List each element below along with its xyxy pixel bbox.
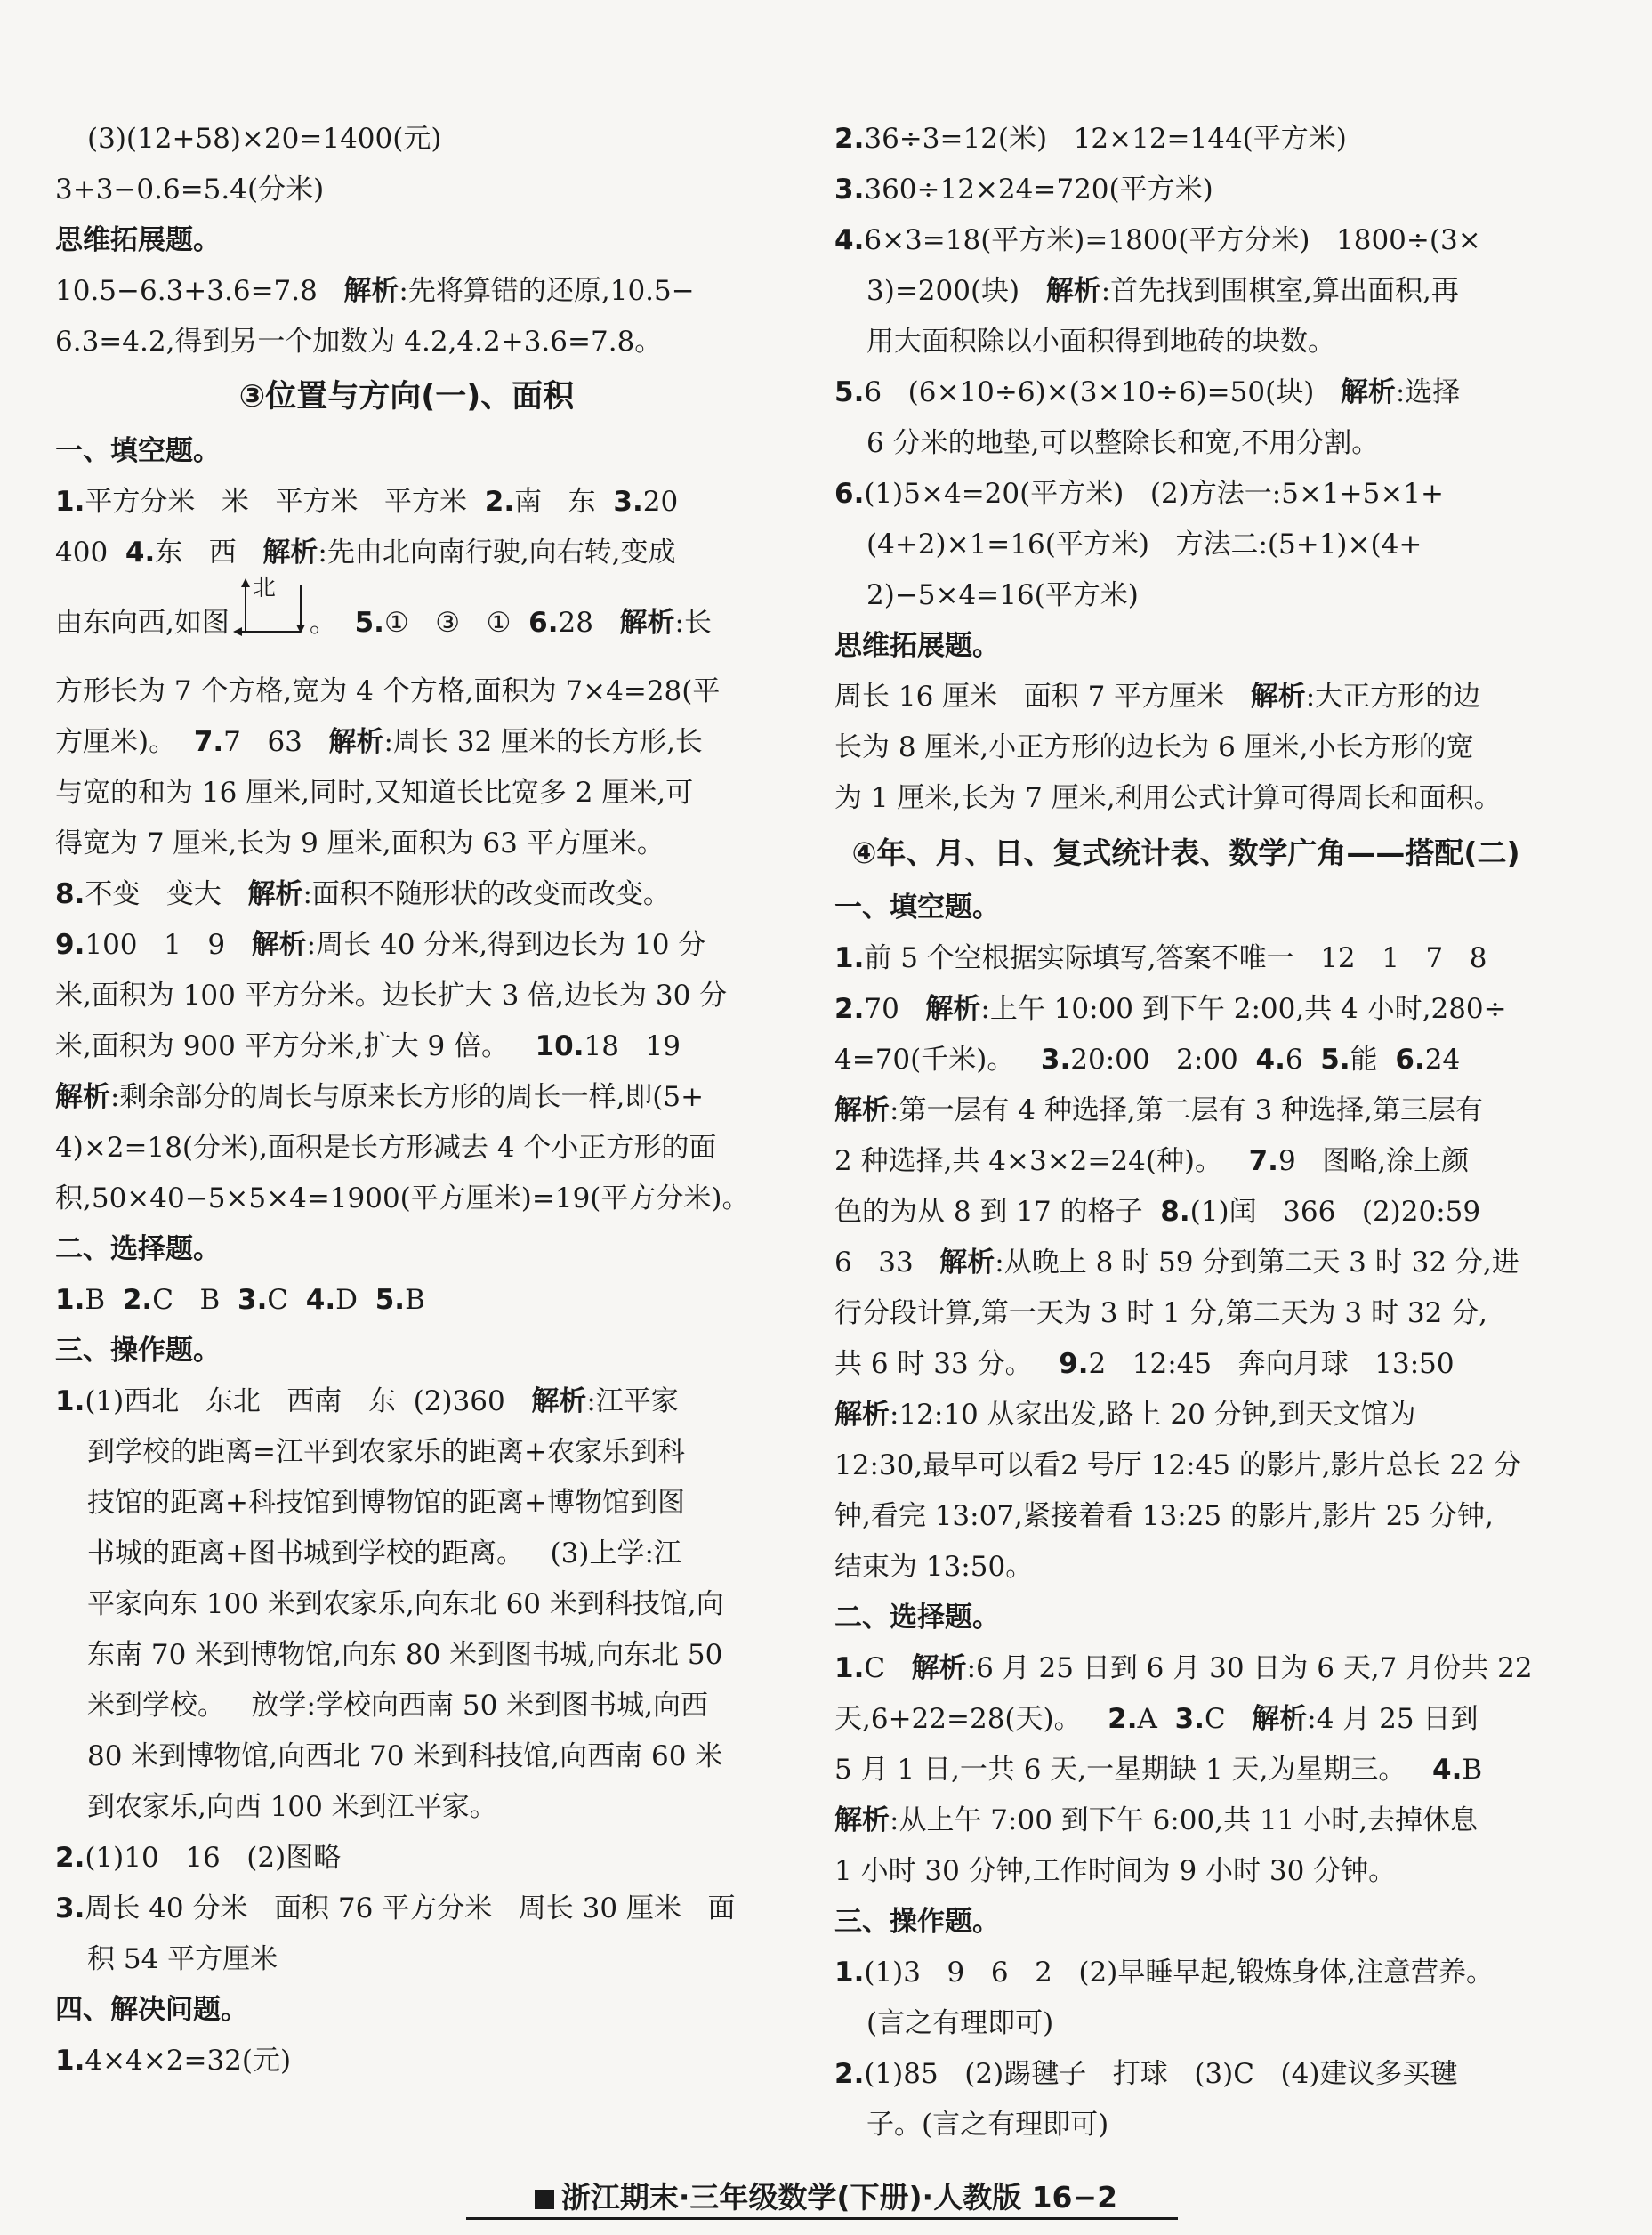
answer-line: [834, 215, 1537, 266]
section-heading: 二、选择题。: [834, 1602, 1000, 1634]
answer-text: 24: [1424, 1044, 1461, 1076]
north-label: 北: [252, 575, 276, 601]
answer-text: ① ③ ①: [383, 607, 529, 639]
answer-text: 28: [558, 607, 620, 639]
answer-line: (3)(12+58)×20=1400(元): [87, 123, 442, 155]
answer-text: :大正方形的边: [1305, 681, 1481, 713]
answer-text: :4 月 25 日到: [1307, 1703, 1479, 1735]
answer-line: [834, 2049, 1537, 2100]
section-heading: 思维拓展题。: [55, 224, 221, 256]
answer-line: 为 1 厘米,长为 7 厘米,利用公式计算可得周长和面积。: [834, 782, 1502, 814]
analysis-label: 解析: [911, 1652, 967, 1684]
answer-line: 行分段计算,第一天为 3 时 1 分,第二天为 3 时 32 分,: [834, 1297, 1488, 1329]
analysis-label: 解析: [619, 607, 675, 639]
answer-text: (1)5×4=20(平方米) (2)方法一:5×1+5×1+: [864, 478, 1445, 510]
answer-line: [834, 266, 1537, 317]
item-number: 3.: [1040, 1044, 1071, 1076]
item-number: 6.: [1395, 1044, 1425, 1076]
section-heading: 四、解决问题。: [55, 1994, 248, 2026]
section-heading: 思维拓展题。: [834, 630, 1000, 662]
answer-line: 2)−5×4=16(平方米): [866, 579, 1139, 611]
answer-text: :先将算错的还原,10.5−: [399, 275, 695, 307]
answer-line: [55, 869, 758, 920]
answer-text: 100 1 9: [85, 929, 252, 961]
answer-text: 共 6 时 33 分。: [834, 1348, 1060, 1380]
answer-text: D: [335, 1284, 375, 1316]
left-column: [55, 114, 758, 2086]
item-number: 4.: [1255, 1044, 1285, 1076]
answer-text: :长: [674, 607, 712, 639]
answer-text: (1)85 (2)踢毽子 打球 (3)C (4)建议多买毽: [864, 2058, 1458, 2090]
item-number: 1.: [834, 1957, 865, 1989]
answer-text: 6×3=18(平方米)=1800(平方分米) 1800÷(3×: [864, 224, 1481, 256]
answer-text: :先由北向南行驶,向右转,变成: [318, 537, 676, 569]
page-footer: [0, 2174, 1652, 2216]
item-number: 1.: [55, 1284, 85, 1316]
analysis-label: 解析: [1045, 275, 1101, 307]
answer-line: 用大面积除以小面积得到地砖的块数。: [866, 326, 1335, 358]
answer-line: [55, 717, 758, 768]
answer-text: 周长 16 厘米 面积 7 平方厘米: [834, 681, 1251, 713]
answer-text: C B: [152, 1284, 238, 1316]
answer-text: 不变 变大: [85, 878, 248, 910]
item-number: 2.: [834, 2058, 865, 2090]
answer-line: 技馆的距离+科技馆到博物馆的距离+博物馆到图: [87, 1487, 685, 1519]
answer-line: 与宽的和为 16 厘米,同时,又知道长比宽多 2 厘米,可: [55, 777, 694, 809]
item-number: 4.: [1432, 1754, 1463, 1786]
analysis-label: 解析: [834, 1804, 890, 1836]
answer-text: 4×4×2=32(元): [85, 2045, 292, 2077]
analysis-label: 解析: [1250, 681, 1306, 713]
section-heading: 一、填空题。: [834, 892, 1000, 924]
answer-text: :周长 32 厘米的长方形,长: [383, 726, 703, 758]
answer-text: 2 种选择,共 4×3×2=24(种)。: [834, 1145, 1249, 1177]
item-number: 6.: [834, 478, 865, 510]
answer-text: :选择: [1395, 376, 1461, 408]
section-heading: 一、填空题。: [55, 435, 221, 467]
item-number: 5.: [834, 376, 865, 408]
item-number: 1.: [834, 942, 865, 974]
answer-text: 米,面积为 900 平方分米,扩大 9 倍。: [55, 1030, 536, 1062]
unit-title: ③位置与方向(一)、面积: [238, 379, 575, 415]
answer-text: (1)3 9 6 2 (2)早睡早起,锻炼身体,注意营养。: [864, 1957, 1495, 1989]
answer-line: [834, 1948, 1537, 1998]
answer-text: 7 63: [223, 726, 329, 758]
answer-line: [834, 1085, 1537, 1136]
answer-line: 得宽为 7 厘米,长为 9 厘米,面积为 63 平方厘米。: [55, 827, 665, 859]
answer-text: 20:00 2:00: [1070, 1044, 1256, 1076]
answer-line: 结束为 13:50。: [834, 1551, 1034, 1583]
answer-text: 5 月 1 日,一共 6 天,一星期缺 1 天,为星期三。: [834, 1754, 1432, 1786]
answer-line: 平家向东 100 米到农家乐,向东北 60 米到科技馆,向: [87, 1588, 724, 1620]
item-number: 3.: [55, 1892, 85, 1924]
answer-line: [834, 165, 1537, 215]
item-number: 7.: [1248, 1145, 1278, 1177]
analysis-label: 解析: [55, 1081, 110, 1113]
answer-text: :从上午 7:00 到下午 6:00,共 11 小时,去掉休息: [890, 1804, 1479, 1836]
answer-text: B: [405, 1284, 425, 1316]
answer-text: :12:10 从家出发,路上 20 分钟,到天文馆为: [890, 1399, 1416, 1431]
answer-text: 3+3−0.6=5.4(分米): [55, 173, 325, 206]
answer-text: 400: [55, 537, 125, 569]
answer-text: (1)西北 东北 西南 东 (2)360: [85, 1385, 532, 1417]
item-number: 2.: [1108, 1703, 1138, 1735]
section-heading: 三、操作题。: [55, 1335, 221, 1367]
section-heading: 二、选择题。: [55, 1233, 221, 1265]
analysis-label: 解析: [251, 929, 307, 961]
answer-text: (1)闰 366 (2)20:59: [1189, 1196, 1481, 1228]
answer-line: [55, 1072, 758, 1123]
answer-text: :周长 40 分米,得到边长为 10 分: [306, 929, 706, 961]
answer-text: :从晚上 8 时 59 分到第二天 3 时 32 分,进: [995, 1247, 1519, 1279]
answer-line: 米到学校。 放学:学校向西南 50 米到图书城,向西: [87, 1690, 709, 1722]
right-column: [834, 114, 1537, 2150]
item-number: 4.: [125, 537, 156, 569]
answer-line: [834, 469, 1537, 520]
answer-text: 天,6+22=28(天)。: [834, 1703, 1108, 1735]
answer-text: 南 东: [514, 486, 614, 518]
answer-text: 由东向西,如图: [55, 607, 230, 639]
answer-line: [834, 672, 1537, 722]
item-number: 4.: [305, 1284, 336, 1316]
item-number: 2.: [834, 123, 865, 155]
answer-text: :面积不随形状的改变而改变。: [302, 878, 671, 910]
answer-text: :江平家: [586, 1385, 679, 1417]
answer-text: 6: [1285, 1044, 1321, 1076]
answer-text: 36÷3=12(米) 12×12=144(平方米): [864, 123, 1347, 155]
answer-text: 前 5 个空根据实际填写,答案不唯一 12 1 7 8: [864, 942, 1487, 974]
item-number: 9.: [1059, 1348, 1089, 1380]
answer-text: C: [864, 1652, 912, 1684]
answer-text: B: [1462, 1754, 1483, 1786]
answer-line: 方形长为 7 个方格,宽为 4 个方格,面积为 7×4=28(平: [55, 675, 721, 707]
item-number: 5.: [1320, 1044, 1350, 1076]
item-number: 8.: [55, 878, 85, 910]
answer-line: [55, 575, 758, 666]
answer-line: [55, 1884, 758, 1934]
answer-line: [834, 1745, 1537, 1795]
answer-line: [834, 367, 1537, 418]
answer-text: 平方分米 米 平方米 平方米: [85, 486, 485, 518]
answer-text: :第一层有 4 种选择,第二层有 3 种选择,第三层有: [890, 1094, 1484, 1126]
answer-line: 12:30,最早可以看2 号厅 12:45 的影片,影片总长 22 分: [834, 1449, 1521, 1481]
answer-text: 色的为从 8 到 17 的格子: [834, 1196, 1161, 1228]
answer-line: 80 米到博物馆,向西北 70 米到科技馆,向西南 60 米: [87, 1740, 723, 1772]
answer-text: :剩余部分的周长与原来长方形的周长一样,即(5+: [110, 1081, 705, 1113]
answer-line: [55, 266, 758, 317]
analysis-label: 解析: [1252, 1703, 1308, 1735]
answer-line: 到农家乐,向西 100 米到江平家。: [87, 1791, 497, 1823]
answer-line: 米,面积为 100 平方分米。边长扩大 3 倍,边长为 30 分: [55, 980, 728, 1012]
item-number: 3.: [238, 1284, 268, 1316]
answer-line: [834, 1238, 1537, 1288]
answer-text: 2 12:45 奔向月球 13:50: [1088, 1348, 1455, 1380]
footer-square-icon: [535, 2190, 554, 2209]
answer-line: [834, 1643, 1537, 1694]
item-number: 1.: [55, 486, 85, 518]
analysis-label: 解析: [939, 1247, 995, 1279]
answer-text: 东 西: [155, 537, 263, 569]
item-number: 9.: [55, 929, 85, 961]
answer-line: [834, 1136, 1537, 1187]
answer-line: 4)×2=18(分米),面积是长方形减去 4 个小正方形的面: [55, 1132, 717, 1164]
item-number: 2.: [122, 1284, 153, 1316]
answer-text: 方厘米)。: [55, 726, 194, 758]
answer-line: 东南 70 米到博物馆,向东 80 米到图书城,向东北 50: [87, 1639, 723, 1671]
answer-line: [834, 1795, 1537, 1846]
answer-text: 20: [642, 486, 679, 518]
answer-text: 10.5−6.3+3.6=7.8: [55, 275, 344, 307]
item-number: 1.: [55, 1385, 85, 1417]
compass-diagram: [233, 575, 306, 637]
answer-line: 6.3=4.2,得到另一个加数为 4.2,4.2+3.6=7.8。: [55, 326, 663, 358]
item-number: 2.: [834, 993, 865, 1025]
analysis-label: 解析: [834, 1399, 890, 1431]
analysis-label: 解析: [925, 993, 981, 1025]
answer-text: C: [267, 1284, 306, 1316]
item-number: 1.: [834, 1652, 865, 1684]
answer-line: 积,50×40−5×5×4=1900(平方厘米)=19(平方分米)。: [55, 1182, 750, 1214]
answer-line: 子。(言之有理即可): [866, 2109, 1109, 2141]
answer-line: 书城的距离+图书城到学校的距离。 (3)上学:江: [87, 1537, 681, 1569]
analysis-label: 解析: [1340, 376, 1396, 408]
answer-line: [834, 984, 1537, 1035]
answer-text: C: [1205, 1703, 1253, 1735]
answer-line: [55, 528, 758, 578]
item-number: 2.: [484, 486, 515, 518]
section-heading: 三、操作题。: [834, 1906, 1000, 1938]
answer-line: [55, 1833, 758, 1884]
unit-title: ④年、月、日、复式统计表、数学广角——搭配(二): [851, 835, 1520, 870]
item-number: 3.: [1174, 1703, 1205, 1735]
answer-text: :6 月 25 日到 6 月 30 日为 6 天,7 月份共 22: [966, 1652, 1533, 1684]
item-number: 10.: [535, 1030, 584, 1062]
analysis-label: 解析: [328, 726, 384, 758]
answer-line: (4+2)×1=16(平方米) 方法二:(5+1)×(4+: [866, 528, 1422, 561]
answer-line: 到学校的距离=江平到农家乐的距离+农家乐到科: [87, 1436, 685, 1468]
answer-line: [834, 933, 1537, 984]
analysis-label: 解析: [262, 537, 318, 569]
answer-line: 1 小时 30 分钟,工作时间为 9 小时 30 分钟。: [834, 1855, 1397, 1887]
item-number: 8.: [1160, 1196, 1190, 1228]
answer-text: 6 (6×10÷6)×(3×10÷6)=50(块): [864, 376, 1341, 408]
answer-text: :首先找到围棋室,算出面积,再: [1100, 275, 1459, 307]
item-number: 3.: [834, 173, 865, 206]
answer-text: 9 图略,涂上颜: [1277, 1145, 1470, 1177]
answer-line: [55, 1021, 758, 1072]
item-number: 6.: [528, 607, 559, 639]
answer-text: 70: [864, 993, 926, 1025]
answer-line: 长为 8 厘米,小正方形的边长为 6 厘米,小长方形的宽: [834, 731, 1474, 763]
answer-text: (1)10 16 (2)图略: [85, 1842, 342, 1874]
answer-line: [834, 1035, 1537, 1085]
answer-line: [834, 1187, 1537, 1238]
answer-line: [55, 477, 758, 528]
answer-line: [55, 165, 758, 215]
answer-line: [834, 1694, 1537, 1745]
answer-line: [55, 920, 758, 971]
answer-text: 4=70(千米)。: [834, 1044, 1041, 1076]
answer-text: 6 33: [834, 1247, 940, 1279]
answer-text: :上午 10:00 到下午 2:00,共 4 小时,280÷: [980, 993, 1507, 1025]
choice-answers: [55, 1275, 758, 1326]
answer-text: 周长 40 分米 面积 76 平方分米 周长 30 厘米 面: [85, 1892, 736, 1924]
answer-line: 积 54 平方厘米: [87, 1943, 278, 1975]
answer-line: (言之有理即可): [866, 2007, 1054, 2039]
answer-line: [834, 114, 1537, 165]
answer-text: B: [85, 1284, 123, 1316]
answer-line: [834, 1339, 1537, 1390]
answer-line: 6 分米的地垫,可以整除长和宽,不用分割。: [866, 427, 1380, 459]
item-number: 5.: [354, 607, 384, 639]
analysis-label: 解析: [247, 878, 303, 910]
answer-line: 钟,看完 13:07,紧接着看 13:25 的影片,影片 25 分钟,: [834, 1500, 1494, 1532]
footer-underline: [466, 2217, 1178, 2220]
answer-text: 360÷12×24=720(平方米): [864, 173, 1213, 206]
footer-text: 浙江期末·三年级数学(下册)·人教版 16−2: [560, 2180, 1118, 2215]
answer-line: [55, 2036, 758, 2086]
answer-text: 能: [1350, 1044, 1396, 1076]
item-number: 5.: [375, 1284, 406, 1316]
item-number: 2.: [55, 1842, 85, 1874]
answer-text: A: [1137, 1703, 1175, 1735]
answer-text: 3)=200(块): [866, 275, 1046, 307]
analysis-label: 解析: [531, 1385, 587, 1417]
item-number: 4.: [834, 224, 865, 256]
item-number: 3.: [613, 486, 643, 518]
answer-line: [55, 1376, 758, 1427]
answer-text: 18 19: [584, 1030, 681, 1062]
item-number: 7.: [193, 726, 224, 758]
answer-text: 。: [309, 607, 355, 639]
analysis-label: 解析: [343, 275, 399, 307]
item-number: 1.: [55, 2045, 85, 2077]
answer-line: [834, 1390, 1537, 1440]
analysis-label: 解析: [834, 1094, 890, 1126]
